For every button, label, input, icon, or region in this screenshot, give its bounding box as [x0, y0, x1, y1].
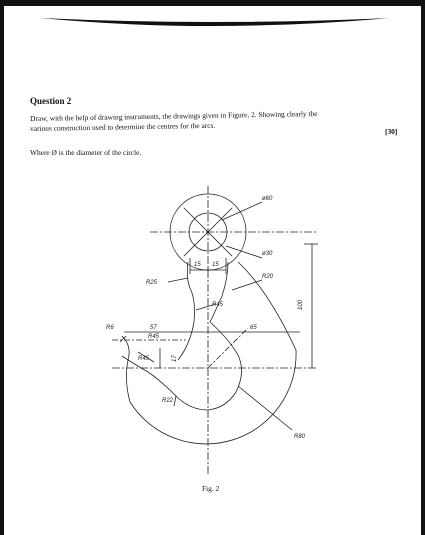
dim-r22: R22	[162, 398, 174, 404]
dim-r20: R20	[262, 274, 274, 280]
question-text-line3: Where Ø is the diameter of the circle.	[30, 148, 142, 157]
dim-15-left: 15	[194, 262, 201, 268]
marks-label: [30]	[385, 127, 398, 136]
dim-17: 17	[172, 355, 178, 362]
figure-caption: Fig. 2	[202, 484, 220, 493]
hook-neck-left	[178, 262, 195, 360]
dim-d60: ø60	[262, 196, 273, 202]
dim-57: 57	[150, 325, 157, 331]
dim-65: 65	[250, 325, 257, 331]
hook-inner-curve	[176, 322, 242, 410]
hook-tip-left	[122, 336, 130, 402]
question-text-line2: various construction used to determine the centres for the arcs.	[30, 120, 216, 133]
dim-r45-neck: R45	[212, 302, 224, 308]
dim-15-right: 15	[212, 262, 219, 268]
dim-100: 100	[298, 299, 304, 310]
question-text-line1: Draw, with the help of drawing instruments, the drawings given in Figure, 2. Showing clearly the	[30, 108, 318, 123]
hook-neck-right	[210, 262, 228, 322]
hook-outer-arc	[130, 350, 296, 444]
dim-d30: ø30	[262, 251, 273, 257]
dim-r25: R25	[146, 280, 158, 286]
dim-r45-top: R45	[148, 334, 160, 340]
dim-r6: R6	[106, 325, 114, 331]
question-heading: Question 2	[30, 96, 72, 106]
dim-r80: R80	[294, 434, 306, 440]
hook-tip-inner	[122, 356, 176, 396]
dim-r45-tip: R45	[138, 356, 150, 362]
